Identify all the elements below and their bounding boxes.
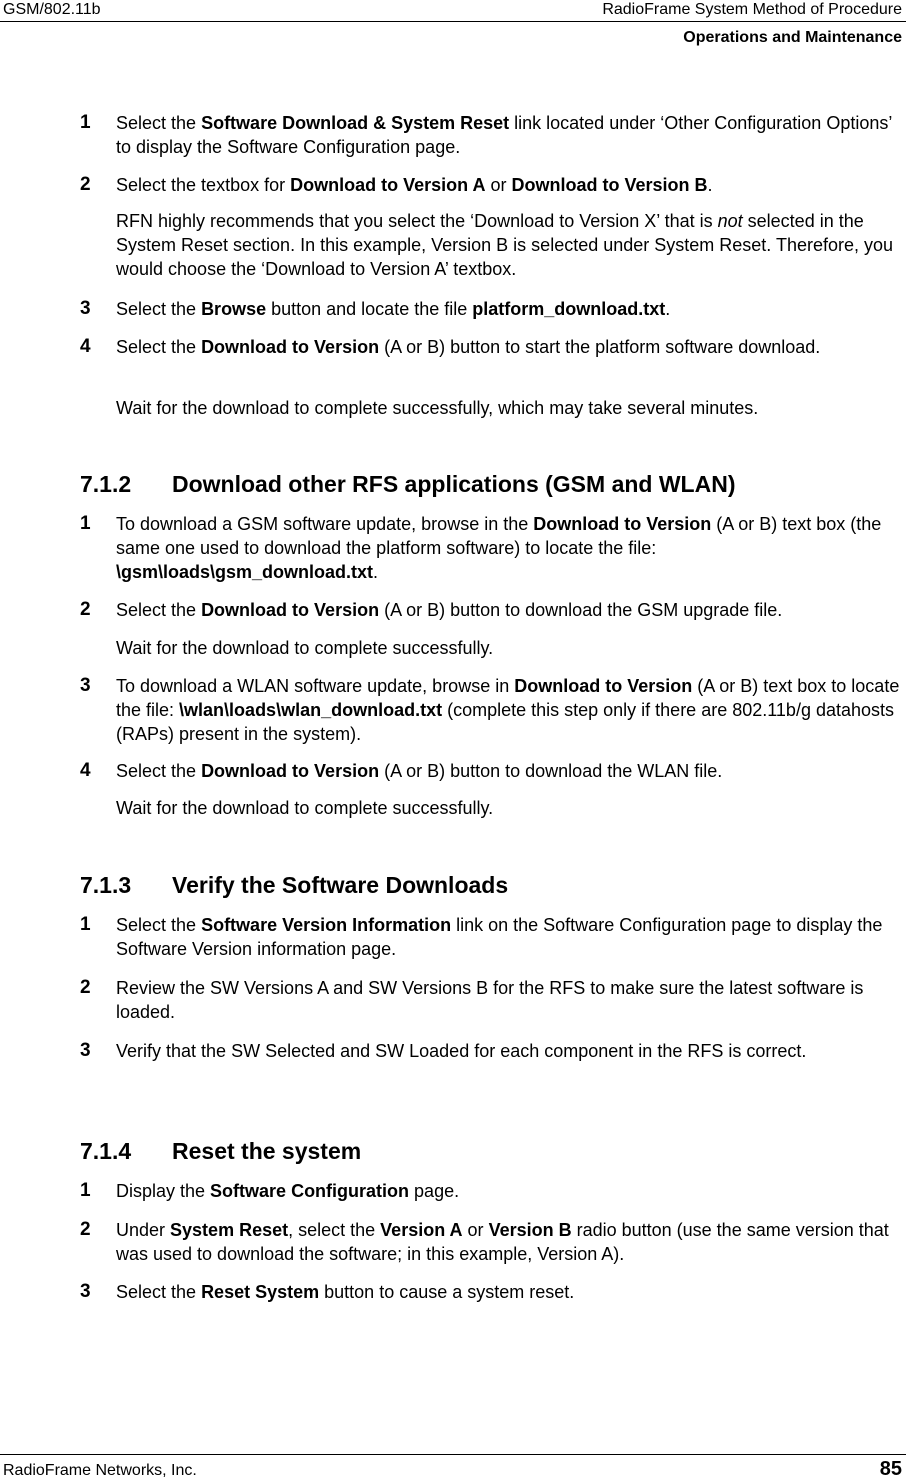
footer-company: RadioFrame Networks, Inc. bbox=[3, 1462, 197, 1479]
step-number: 3 bbox=[80, 1281, 91, 1302]
step-number: 3 bbox=[80, 1040, 91, 1061]
step-number: 1 bbox=[80, 914, 91, 935]
step-text: Select the Download to Version (A or B) button to download the WLAN file. bbox=[116, 761, 723, 781]
step-number: 1 bbox=[80, 112, 91, 133]
step-number: 4 bbox=[80, 336, 91, 357]
header-doc-code: GSM/802.11b bbox=[3, 1, 101, 18]
step-number: 1 bbox=[80, 1180, 91, 1201]
step-text: Select the Download to Version (A or B) button to download the GSM upgrade file. bbox=[116, 600, 783, 620]
step-text: Review the SW Versions A and SW Versions B for the RFS to make sure the latest software is loaded. bbox=[116, 978, 864, 1022]
step-number: 2 bbox=[80, 1219, 91, 1240]
step-text: Select the Browse button and locate the file platform_download.txt. bbox=[116, 299, 671, 319]
step-text: Select the Download to Version (A or B) button to start the platform software download. bbox=[116, 337, 821, 357]
section-heading-7-1-3: 7.1.3 Verify the Software Downloads bbox=[80, 872, 509, 898]
step-number: 3 bbox=[80, 675, 91, 696]
note-wait: Wait for the download to complete successfully. bbox=[116, 638, 494, 658]
footer-divider bbox=[0, 1454, 906, 1455]
header-doc-title: RadioFrame System Method of Procedure bbox=[602, 1, 902, 18]
note-recommendation: RFN highly recommends that you select the ‘Download to Version X’ that is not selected in the System Reset section. In this example, Version B is selected under System Reset. Therefore, you would choose the ‘Download to Version A’ textbox. bbox=[116, 211, 894, 279]
section-heading-7-1-4: 7.1.4 Reset the system bbox=[80, 1138, 362, 1164]
page-number: 85 bbox=[879, 1458, 902, 1480]
step-text: Display the Software Configuration page. bbox=[116, 1181, 460, 1201]
page-header bbox=[0, 0, 906, 48]
section-heading-7-1-2: 7.1.2 Download other RFS applications (GSM and WLAN) bbox=[80, 471, 736, 497]
step-text: Select the Reset System button to cause a system reset. bbox=[116, 1282, 575, 1302]
step-text: Select the textbox for Download to Version A or Download to Version B. bbox=[116, 175, 713, 195]
note-wait: Wait for the download to complete successfully. bbox=[116, 798, 494, 818]
step-text: Under System Reset, select the Version A or Version B radio button (use the same version that was used to download the software; in this example, Version A). bbox=[116, 1220, 889, 1264]
step-text: To download a GSM software update, browse in the Download to Version (A or B) text box (the same one used to download the platform software) to locate the file: \gsm\loads\gsm_download.txt. bbox=[116, 514, 882, 582]
step-number: 2 bbox=[80, 174, 91, 195]
step-text: Select the Software Download & System Reset link located under ‘Other Configuration Options’ to display the Software Configuration page. bbox=[116, 113, 892, 157]
step-number: 1 bbox=[80, 513, 91, 534]
header-divider bbox=[0, 21, 906, 22]
step-text: To download a WLAN software update, browse in Download to Version (A or B) text box to locate the file: \wlan\loads\wlan_download.txt (complete this step only if there are 802.11b/g datahosts (RAPs) present in the system). bbox=[116, 676, 900, 744]
step-text: Verify that the SW Selected and SW Loaded for each component in the RFS is correct. bbox=[116, 1041, 807, 1061]
step-number: 3 bbox=[80, 298, 91, 319]
note-wait: Wait for the download to complete successfully, which may take several minutes. bbox=[116, 398, 759, 418]
step-number: 2 bbox=[80, 599, 91, 620]
step-number: 2 bbox=[80, 977, 91, 998]
step-text: Select the Software Version Information link on the Software Configuration page to display the Software Version information page. bbox=[116, 915, 883, 959]
step-number: 4 bbox=[80, 760, 91, 781]
header-chapter: Operations and Maintenance bbox=[683, 29, 902, 46]
